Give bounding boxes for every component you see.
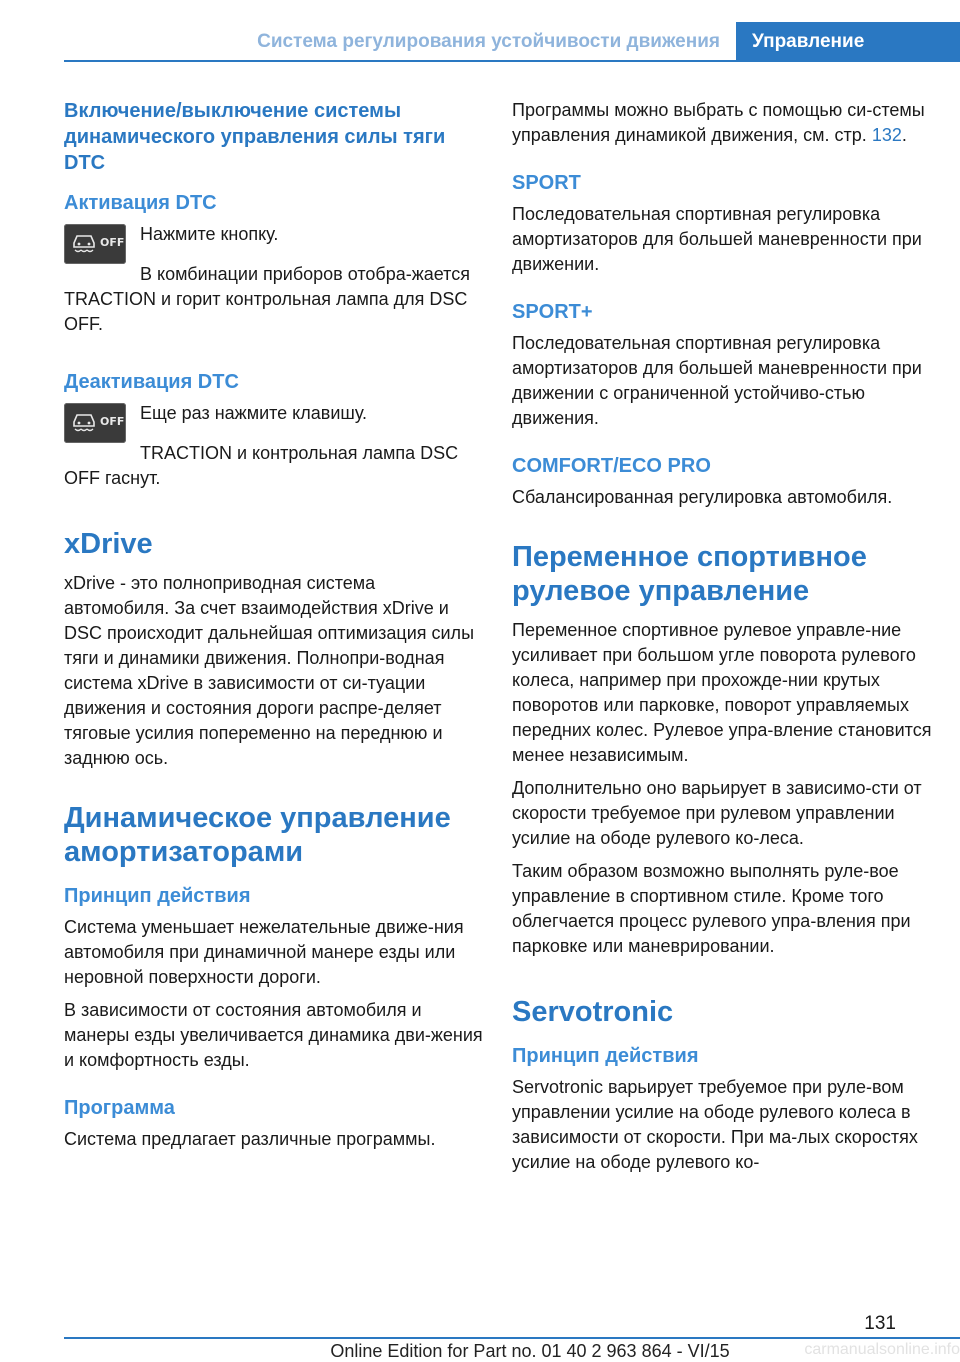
servotronic-heading: Servotronic [512,996,674,1028]
damper-principle-paragraph-2: В зависимости от состояния автомобиля и манеры езды увеличивается динамика дви-жения и комфортность езды. [64,1000,483,1070]
program-paragraph: Система предлагает различные программы. [64,1129,436,1149]
comfort-eco-pro-paragraph: Сбалансированная регулировка автомобиля. [512,487,893,507]
dtc-heading: Включение/выключение системы динамического управления силы тяги DTC [64,100,446,174]
running-header-tab-label: Управление [752,31,865,52]
dtc-off-button-icon [64,403,126,443]
deactivation-step-2: TRACTION и контрольная лампа DSC OFF гаснут. [64,443,459,488]
car-skid-icon [72,412,96,434]
activation-step-2: В комбинации приборов отобра-жается TRACTION и горит контрольная лампа для DSC OFF. [64,264,470,334]
variable-steering-paragraph-1: Переменное спортивное рулевое управле-ние усиливает при большом угле поворота рулевого колеса, например при прохожде-нии крутых поворотов или парковке, поворот управляемых передних колес. Рулевое упра-вление становится менее независимым. [512,620,932,765]
sport-heading: SPORT [512,172,581,194]
xdrive-heading: xDrive [64,528,153,560]
running-header-section [64,22,736,62]
running-header-tab [736,22,960,62]
servotronic-paragraph: Servotronic варьирует требуемое при руле-вом управлении усилие на ободе рулевого колеса в зависимости от скорости. При ма-лых скоростях усилие на ободе рулевого ко- [512,1077,918,1172]
page-number: 131 [864,1313,896,1334]
damper-principle-heading: Принцип действия [64,885,251,907]
sport-plus-paragraph: Последовательная спортивная регулировка амортизаторов для большей маневренности при движении с ограниченной устойчиво-стью движения. [512,333,922,428]
footer-edition: Online Edition for Part no. 01 40 2 963 864 - VI/15 [330,1341,730,1361]
variable-steering-heading: Переменное спортивное рулевое управление [512,541,867,607]
program-selection-paragraph [512,98,932,148]
program-heading: Программа [64,1097,175,1119]
damper-principle-paragraph-1: Система уменьшает нежелательные движе-ния автомобиля при динамичной манере езды или неровной поверхности дороги. [64,917,464,987]
off-label: OFF [100,236,125,249]
variable-steering-paragraph-2: Дополнительно оно варьирует в зависимо-сти от скорости требуемое при рулевом управлении усилие на ободе рулевого ко-леса. [512,778,922,848]
dtc-off-button-icon [64,224,126,264]
servotronic-principle-heading: Принцип действия [512,1045,699,1067]
dtc-activation-block [64,222,484,264]
sport-plus-heading: SPORT+ [512,301,593,323]
program-selection-text: Программы можно выбрать с помощью си-стемы управления динамикой движения, см. стр. [512,100,925,145]
dtc-deactivation-heading: Деактивация DTC [64,371,239,393]
page-reference-link[interactable]: 132 [871,125,902,145]
deactivation-step-1: Еще раз нажмите клавишу. [140,403,368,423]
variable-steering-paragraph-3: Таким образом возможно выполнять руле-вое управление в спортивном стиле. Кроме того облегчается процесс рулевого упра-вления при парковке или маневрировании. [512,861,911,956]
activation-step-1: Нажмите кнопку. [140,224,279,244]
watermark: carmanualsonline.info [804,1341,960,1358]
dtc-deactivation-block [64,401,484,443]
program-selection-end: . [901,125,907,145]
running-header-title: Система регулирования устойчивости движения [257,31,720,52]
car-skid-icon [72,233,96,255]
dtc-activation-heading: Активация DTC [64,192,217,214]
comfort-eco-pro-heading: COMFORT/ECO PRO [512,455,711,477]
xdrive-paragraph: xDrive - это полноприводная система автомобиля. За счет взаимодействия xDrive и DSC происходит дальнейшая оптимизация силы тяги и динамики движения. Полнопри-водная система xDrive в зависимости от си-туации движения и состояния дороги распре-деляет тяговые усилия попеременно на переднюю и заднюю ось. [64,573,475,768]
damper-control-heading: Динамическое управление амортизаторами [64,802,451,868]
sport-paragraph: Последовательная спортивная регулировка амортизаторов для большей маневренности при движении. [512,204,922,274]
left-column [64,98,484,1160]
footer-rule [64,1337,960,1339]
right-column [512,98,932,1183]
off-label: OFF [100,415,125,428]
